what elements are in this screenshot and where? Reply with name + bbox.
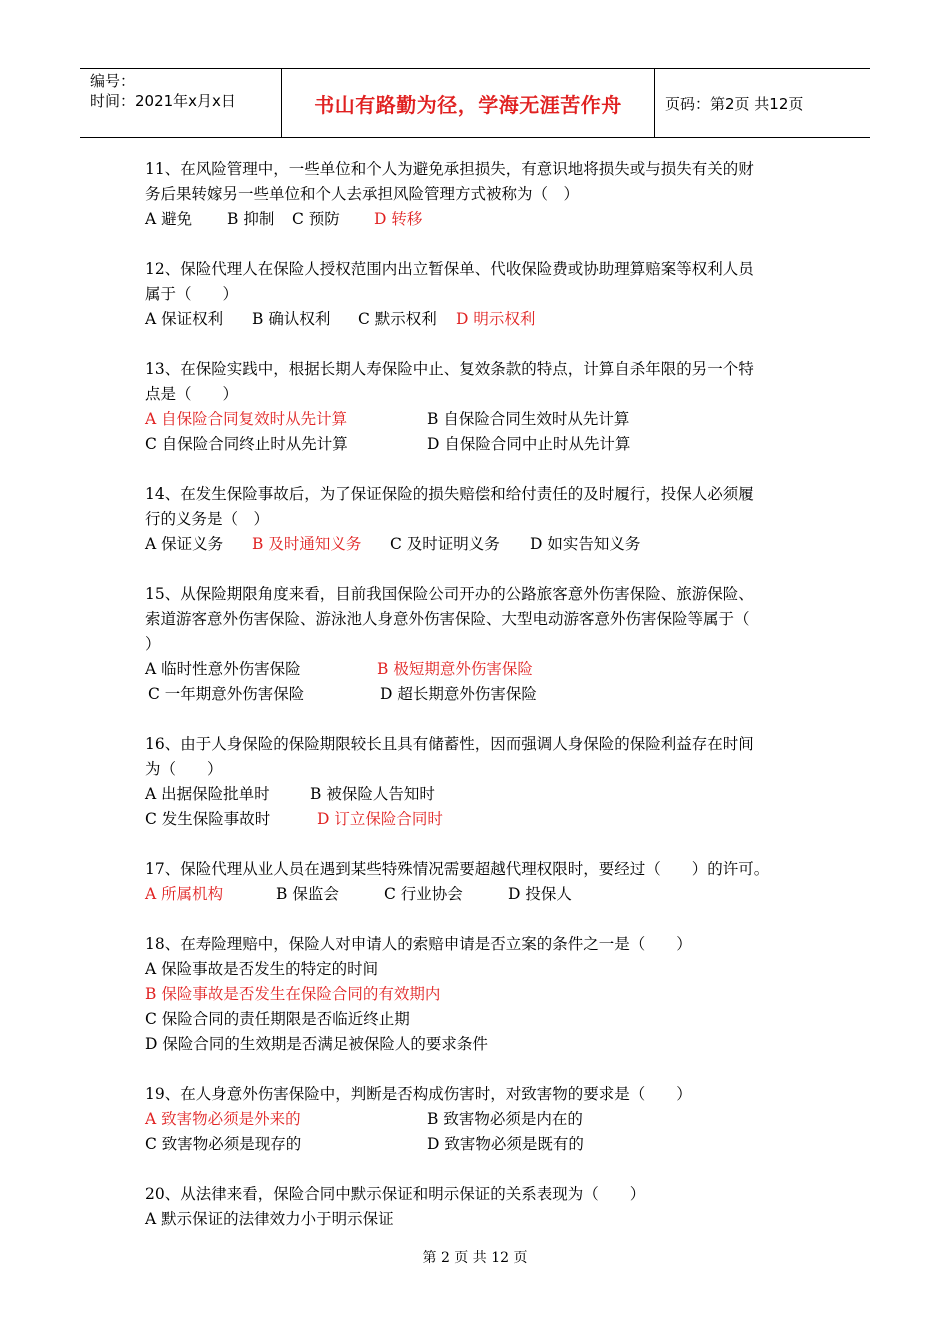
question-text: 索道游客意外伤害保险、游泳池人身意外伤害保险、大型电动游客意外伤害保险等属于（ xyxy=(145,610,750,628)
option-c: C 默示权利 xyxy=(358,310,437,328)
question-text: 13、在保险实践中，根据长期人寿保险中止、复效条款的特点，计算自杀年限的另一个特 xyxy=(145,360,754,378)
question-14 xyxy=(145,482,815,557)
header-page-cell xyxy=(655,69,870,137)
option-a: A 临时性意外伤害保险 xyxy=(145,660,301,678)
question-13 xyxy=(145,357,815,457)
question-text: 16、由于人身保险的保险期限较长且具有储蓄性，因而强调人身保险的保险利益存在时间 xyxy=(145,735,754,753)
options-row xyxy=(145,682,815,707)
question-15 xyxy=(145,582,815,707)
option-c: C 发生保险事故时 xyxy=(145,810,271,828)
option-d: D 自保险合同中止时从先计算 xyxy=(427,435,631,453)
question-18 xyxy=(145,932,815,1057)
option-b-answer: B 保险事故是否发生在保险合同的有效期内 xyxy=(145,985,441,1003)
option-c: C 行业协会 xyxy=(384,885,463,903)
option-b: B 抑制 xyxy=(227,210,275,228)
question-text: 18、在寿险理赔中，保险人对申请人的索赔申请是否立案的条件之一是（ ） xyxy=(145,935,692,953)
option-a-answer: A 所属机构 xyxy=(145,885,224,903)
option-b-answer: B 及时通知义务 xyxy=(252,535,362,553)
question-20 xyxy=(145,1182,815,1232)
option-d: D 投保人 xyxy=(508,885,572,903)
question-text: 12、保险代理人在保险人授权范围内出立暂保单、代收保险费或协助理算赔案等权利人员 xyxy=(145,260,754,278)
option-a: A 保险事故是否发生的特定的时间 xyxy=(145,960,379,978)
question-text: 点是（ ） xyxy=(145,385,239,403)
option-a: A 保证义务 xyxy=(145,535,224,553)
question-list xyxy=(145,157,815,1232)
option-d: D 保险合同的生效期是否满足被保险人的要求条件 xyxy=(145,1035,488,1053)
question-text: ） xyxy=(145,635,161,653)
question-17 xyxy=(145,857,815,907)
options-row xyxy=(145,307,815,332)
question-12 xyxy=(145,257,815,332)
header-meta xyxy=(80,69,282,137)
options-row xyxy=(145,882,815,907)
options-row xyxy=(145,532,815,557)
option-b: B 自保险合同生效时从先计算 xyxy=(427,410,630,428)
option-c: C 预防 xyxy=(292,210,340,228)
options-row xyxy=(145,1107,815,1132)
option-c: C 致害物必须是现存的 xyxy=(145,1135,302,1153)
question-text: 属于（ ） xyxy=(145,285,239,303)
options-row xyxy=(145,807,815,832)
question-text: 11、在风险管理中，一些单位和个人为避免承担损失，有意识地将损失或与损失有关的财 xyxy=(145,160,754,178)
question-text: 17、保险代理从业人员在遇到某些特殊情况需要超越代理权限时，要经过（ ）的许可。 xyxy=(145,860,770,878)
question-text: 14、在发生保险事故后，为了保证保险的损失赔偿和给付责任的及时履行，投保人必须履 xyxy=(145,485,754,503)
option-d: D 致害物必须是既有的 xyxy=(427,1135,584,1153)
option-d-answer: D 转移 xyxy=(374,210,423,228)
option-a-answer: A 致害物必须是外来的 xyxy=(145,1110,301,1128)
option-b: B 致害物必须是内在的 xyxy=(427,1110,583,1128)
options-row xyxy=(145,1132,815,1157)
question-16 xyxy=(145,732,815,832)
option-b: B 保监会 xyxy=(276,885,339,903)
options-row xyxy=(145,782,815,807)
option-c: C 保险合同的责任期限是否临近终止期 xyxy=(145,1010,410,1028)
option-a: A 保证权利 xyxy=(145,310,224,328)
question-text: 19、在人身意外伤害保险中，判断是否构成伤害时，对致害物的要求是（ ） xyxy=(145,1085,692,1103)
time-label: 时间：2021年x月x日 xyxy=(90,92,236,110)
option-a: A 默示保证的法律效力小于明示保证 xyxy=(145,1210,394,1228)
option-d: D 如实告知义务 xyxy=(530,535,641,553)
option-d: D 超长期意外伤害保险 xyxy=(380,685,537,703)
option-d-answer: D 明示权利 xyxy=(456,310,536,328)
option-a-answer: A 自保险合同复效时从先计算 xyxy=(145,410,348,428)
options-row xyxy=(145,432,815,457)
option-c: C 一年期意外伤害保险 xyxy=(148,685,305,703)
page-label: 页码：第2页 共12页 xyxy=(665,94,804,113)
page-header xyxy=(80,68,870,138)
page-footer: 第 2 页 共 12 页 xyxy=(422,1250,528,1266)
options-row xyxy=(145,207,815,232)
option-b: B 被保险人告知时 xyxy=(310,785,435,803)
option-b-answer: B 极短期意外伤害保险 xyxy=(377,660,533,678)
question-11 xyxy=(145,157,815,232)
question-text: 行的义务是（ ） xyxy=(145,510,270,528)
option-c: C 及时证明义务 xyxy=(390,535,500,553)
header-motto-cell xyxy=(282,69,655,137)
motto: 书山有路勤为径，学海无涯苦作舟 xyxy=(314,92,622,117)
option-b: B 确认权利 xyxy=(252,310,331,328)
question-text: 15、从保险期限角度来看，目前我国保险公司开办的公路旅客意外伤害保险、旅游保险、 xyxy=(145,585,754,603)
option-a: A 出据保险批单时 xyxy=(145,785,270,803)
option-c: C 自保险合同终止时从先计算 xyxy=(145,435,348,453)
question-text: 为（ ） xyxy=(145,760,223,778)
question-text: 务后果转嫁另一些单位和个人去承担风险管理方式被称为（ ） xyxy=(145,185,580,203)
question-19 xyxy=(145,1082,815,1157)
number-label: 编号： xyxy=(90,72,136,90)
question-text: 20、从法律来看，保险合同中默示保证和明示保证的关系表现为（ ） xyxy=(145,1185,646,1203)
option-a: A 避免 xyxy=(145,210,193,228)
option-d-answer: D 订立保险合同时 xyxy=(317,810,443,828)
options-row xyxy=(145,407,815,432)
options-row xyxy=(145,657,815,682)
